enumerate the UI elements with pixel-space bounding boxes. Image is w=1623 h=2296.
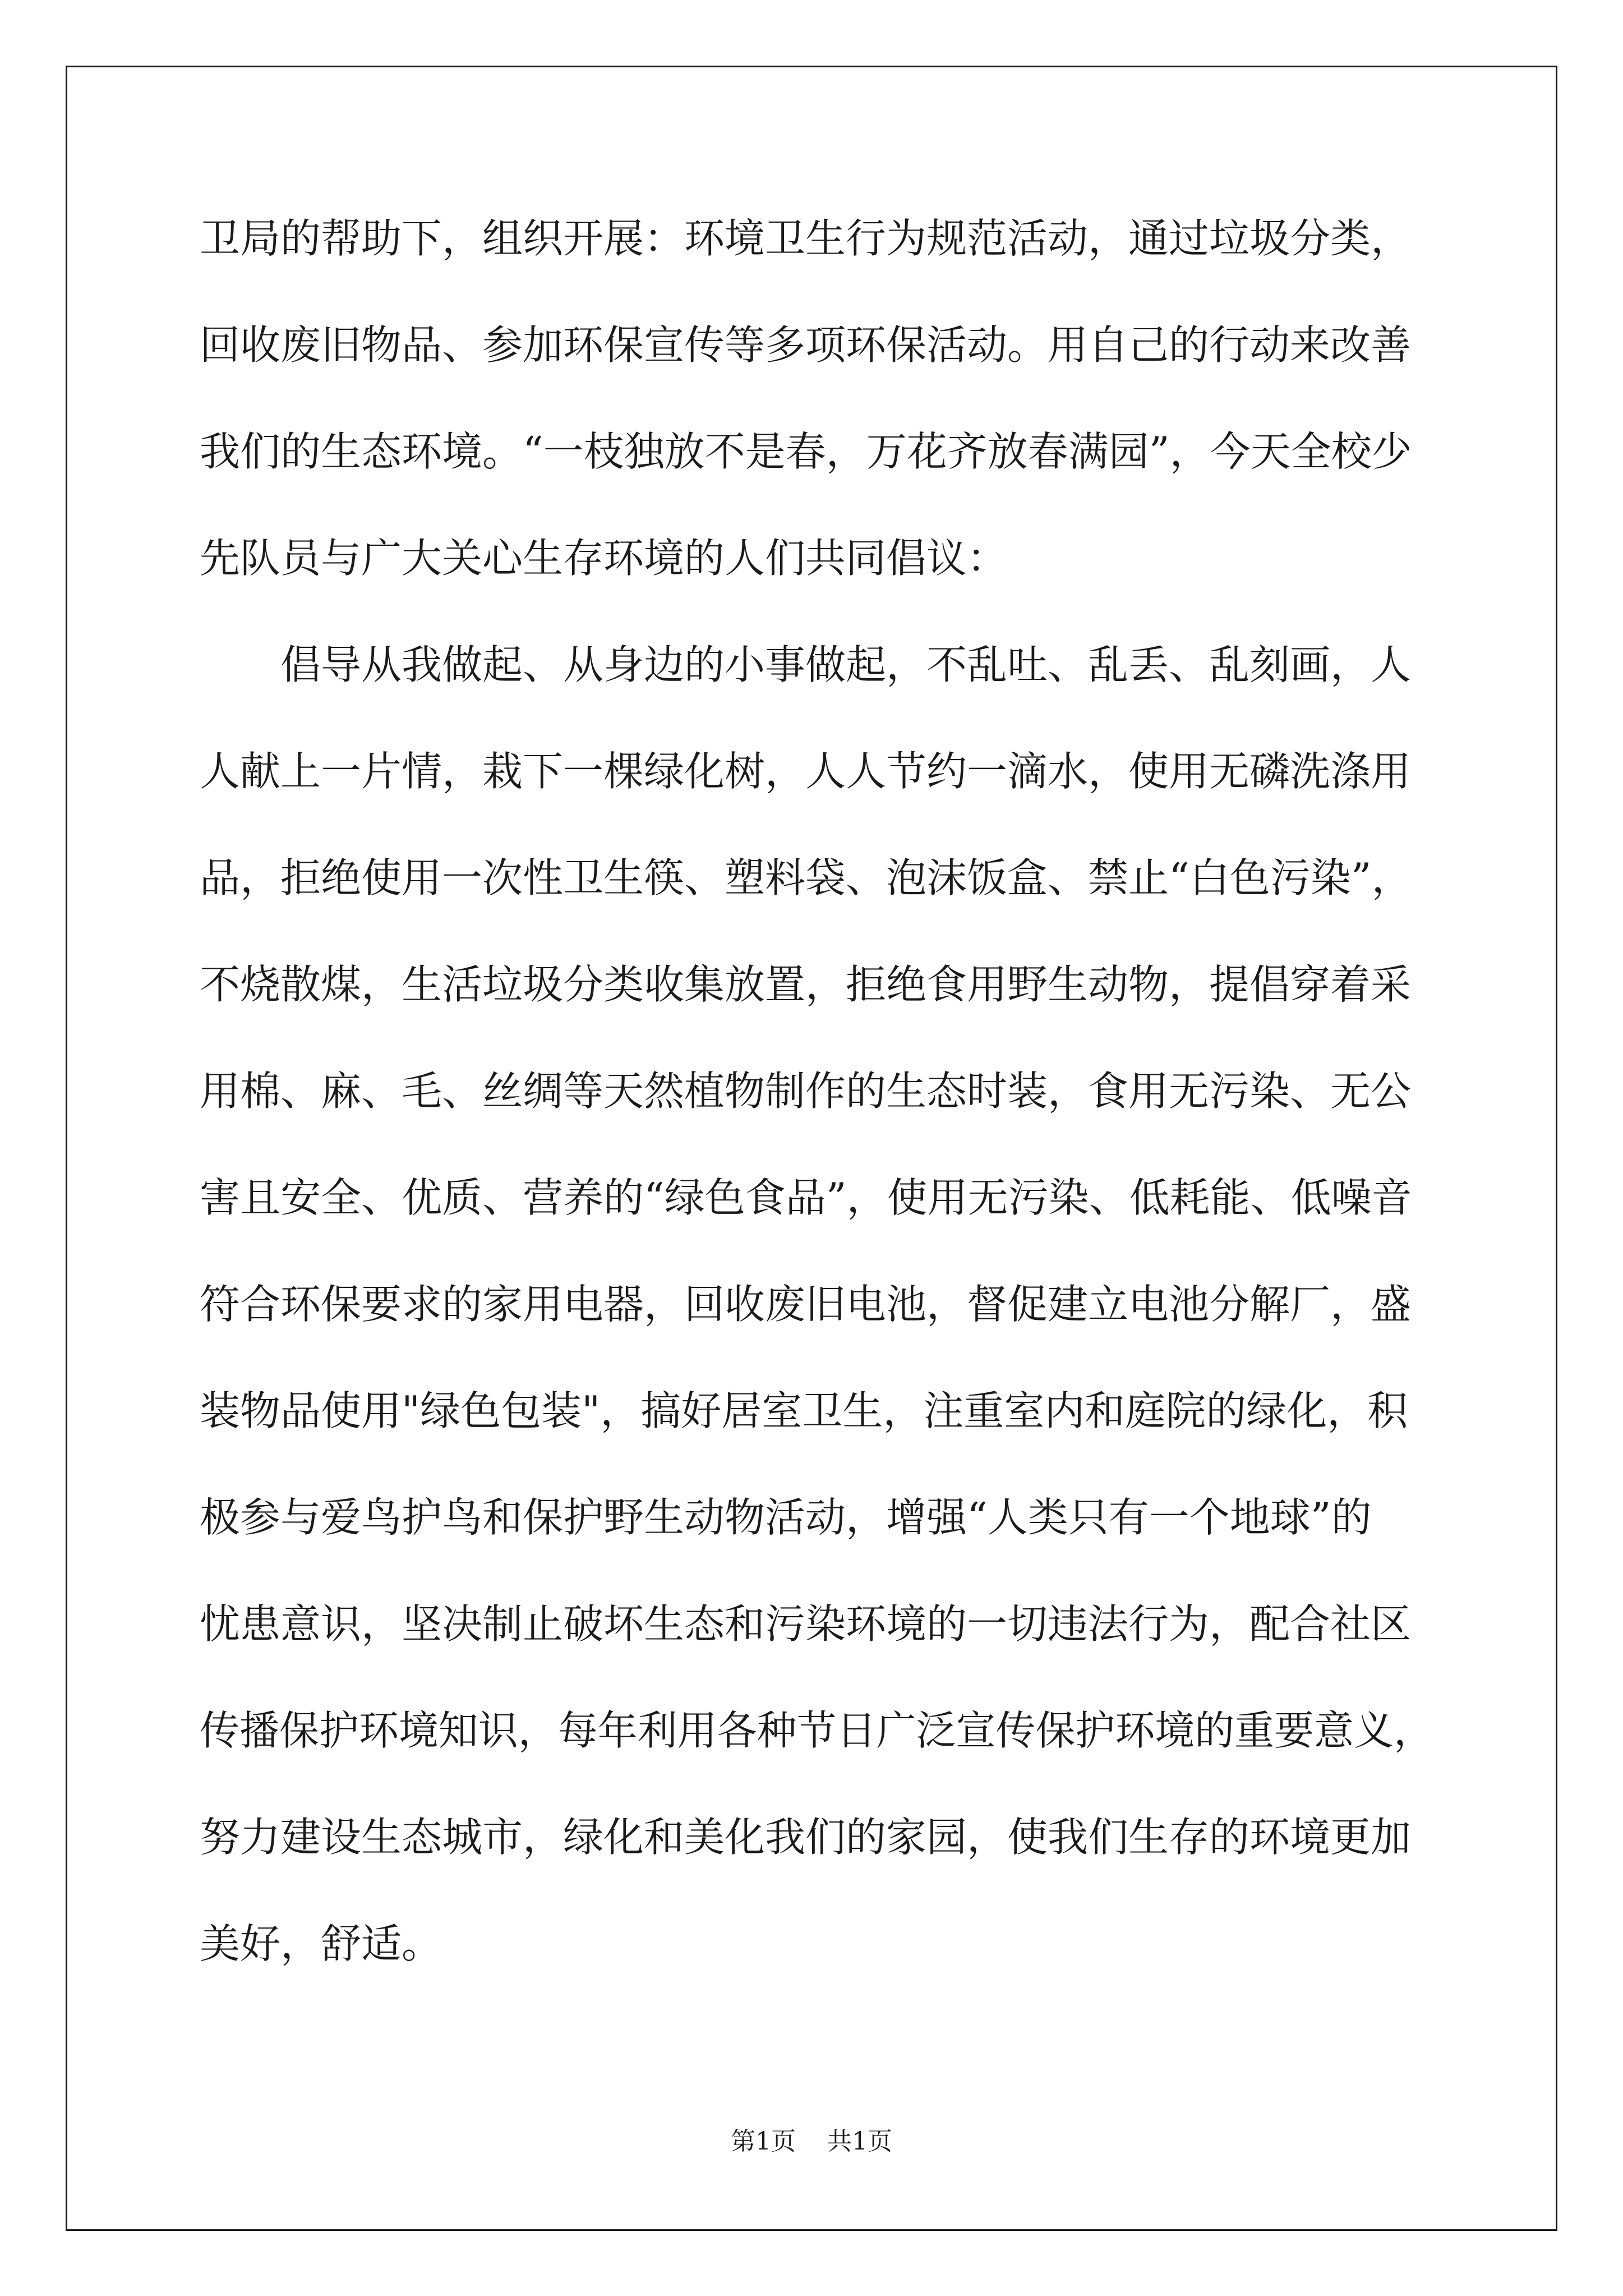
text-line: 美好，舒适。	[200, 1920, 442, 1967]
text-line: 装物品使用"绿色包装"，搞好居室卫生，注重室内和庭院的绿化，积	[200, 1387, 1408, 1434]
text-line: 忧患意识，坚决制止破坏生态和污染环境的一切违法行为，配合社区	[200, 1600, 1412, 1648]
text-line: 我们的生态环境。“一枝独放不是春，万花齐放春满园”，今天全校少	[200, 428, 1412, 475]
paragraph-start-line: 倡导从我做起、从身边的小事做起，不乱吐、乱丢、乱刻画，人	[280, 641, 1412, 688]
text-line: 极参与爱鸟护鸟和保护野生动物活动，增强“人类只有一个地球”的	[200, 1494, 1372, 1541]
text-line: 害且安全、优质、营养的“绿色食品”，使用无污染、低耗能、低噪音	[200, 1174, 1412, 1221]
text-line: 努力建设生态城市，绿化和美化我们的家园，使我们生存的环境更加	[200, 1814, 1412, 1861]
page-number: 第1页	[731, 2127, 796, 2156]
page-total: 共1页	[827, 2127, 892, 2156]
text-line: 先队员与广大关心生存环境的人们共同倡议：	[200, 535, 1008, 582]
text-line: 符合环保要求的家用电器，回收废旧电池，督促建立电池分解厂，盛	[200, 1281, 1412, 1328]
text-line: 人献上一片情，栽下一棵绿化树，人人节约一滴水，使用无磷洗涤用	[200, 748, 1412, 795]
text-line: 不烧散煤，生活垃圾分类收集放置，拒绝食用野生动物，提倡穿着采	[200, 961, 1412, 1008]
text-line: 卫局的帮助下，组织开展：环境卫生行为规范活动，通过垃圾分类，	[200, 215, 1412, 262]
page-footer	[0, 2125, 1623, 2159]
text-line: 回收废旧物品、参加环保宣传等多项环保活动。用自己的行动来改善	[200, 321, 1412, 369]
text-line: 传播保护环境知识，每年利用各种节日广泛宣传保护环境的重要意义，	[200, 1707, 1434, 1754]
text-line: 品，拒绝使用一次性卫生筷、塑料袋、泡沫饭盒、禁止“白色污染”，	[200, 854, 1412, 901]
document-body	[200, 185, 1433, 1997]
text-line: 用棉、麻、毛、丝绸等天然植物制作的生态时装，食用无污染、无公	[200, 1068, 1412, 1115]
